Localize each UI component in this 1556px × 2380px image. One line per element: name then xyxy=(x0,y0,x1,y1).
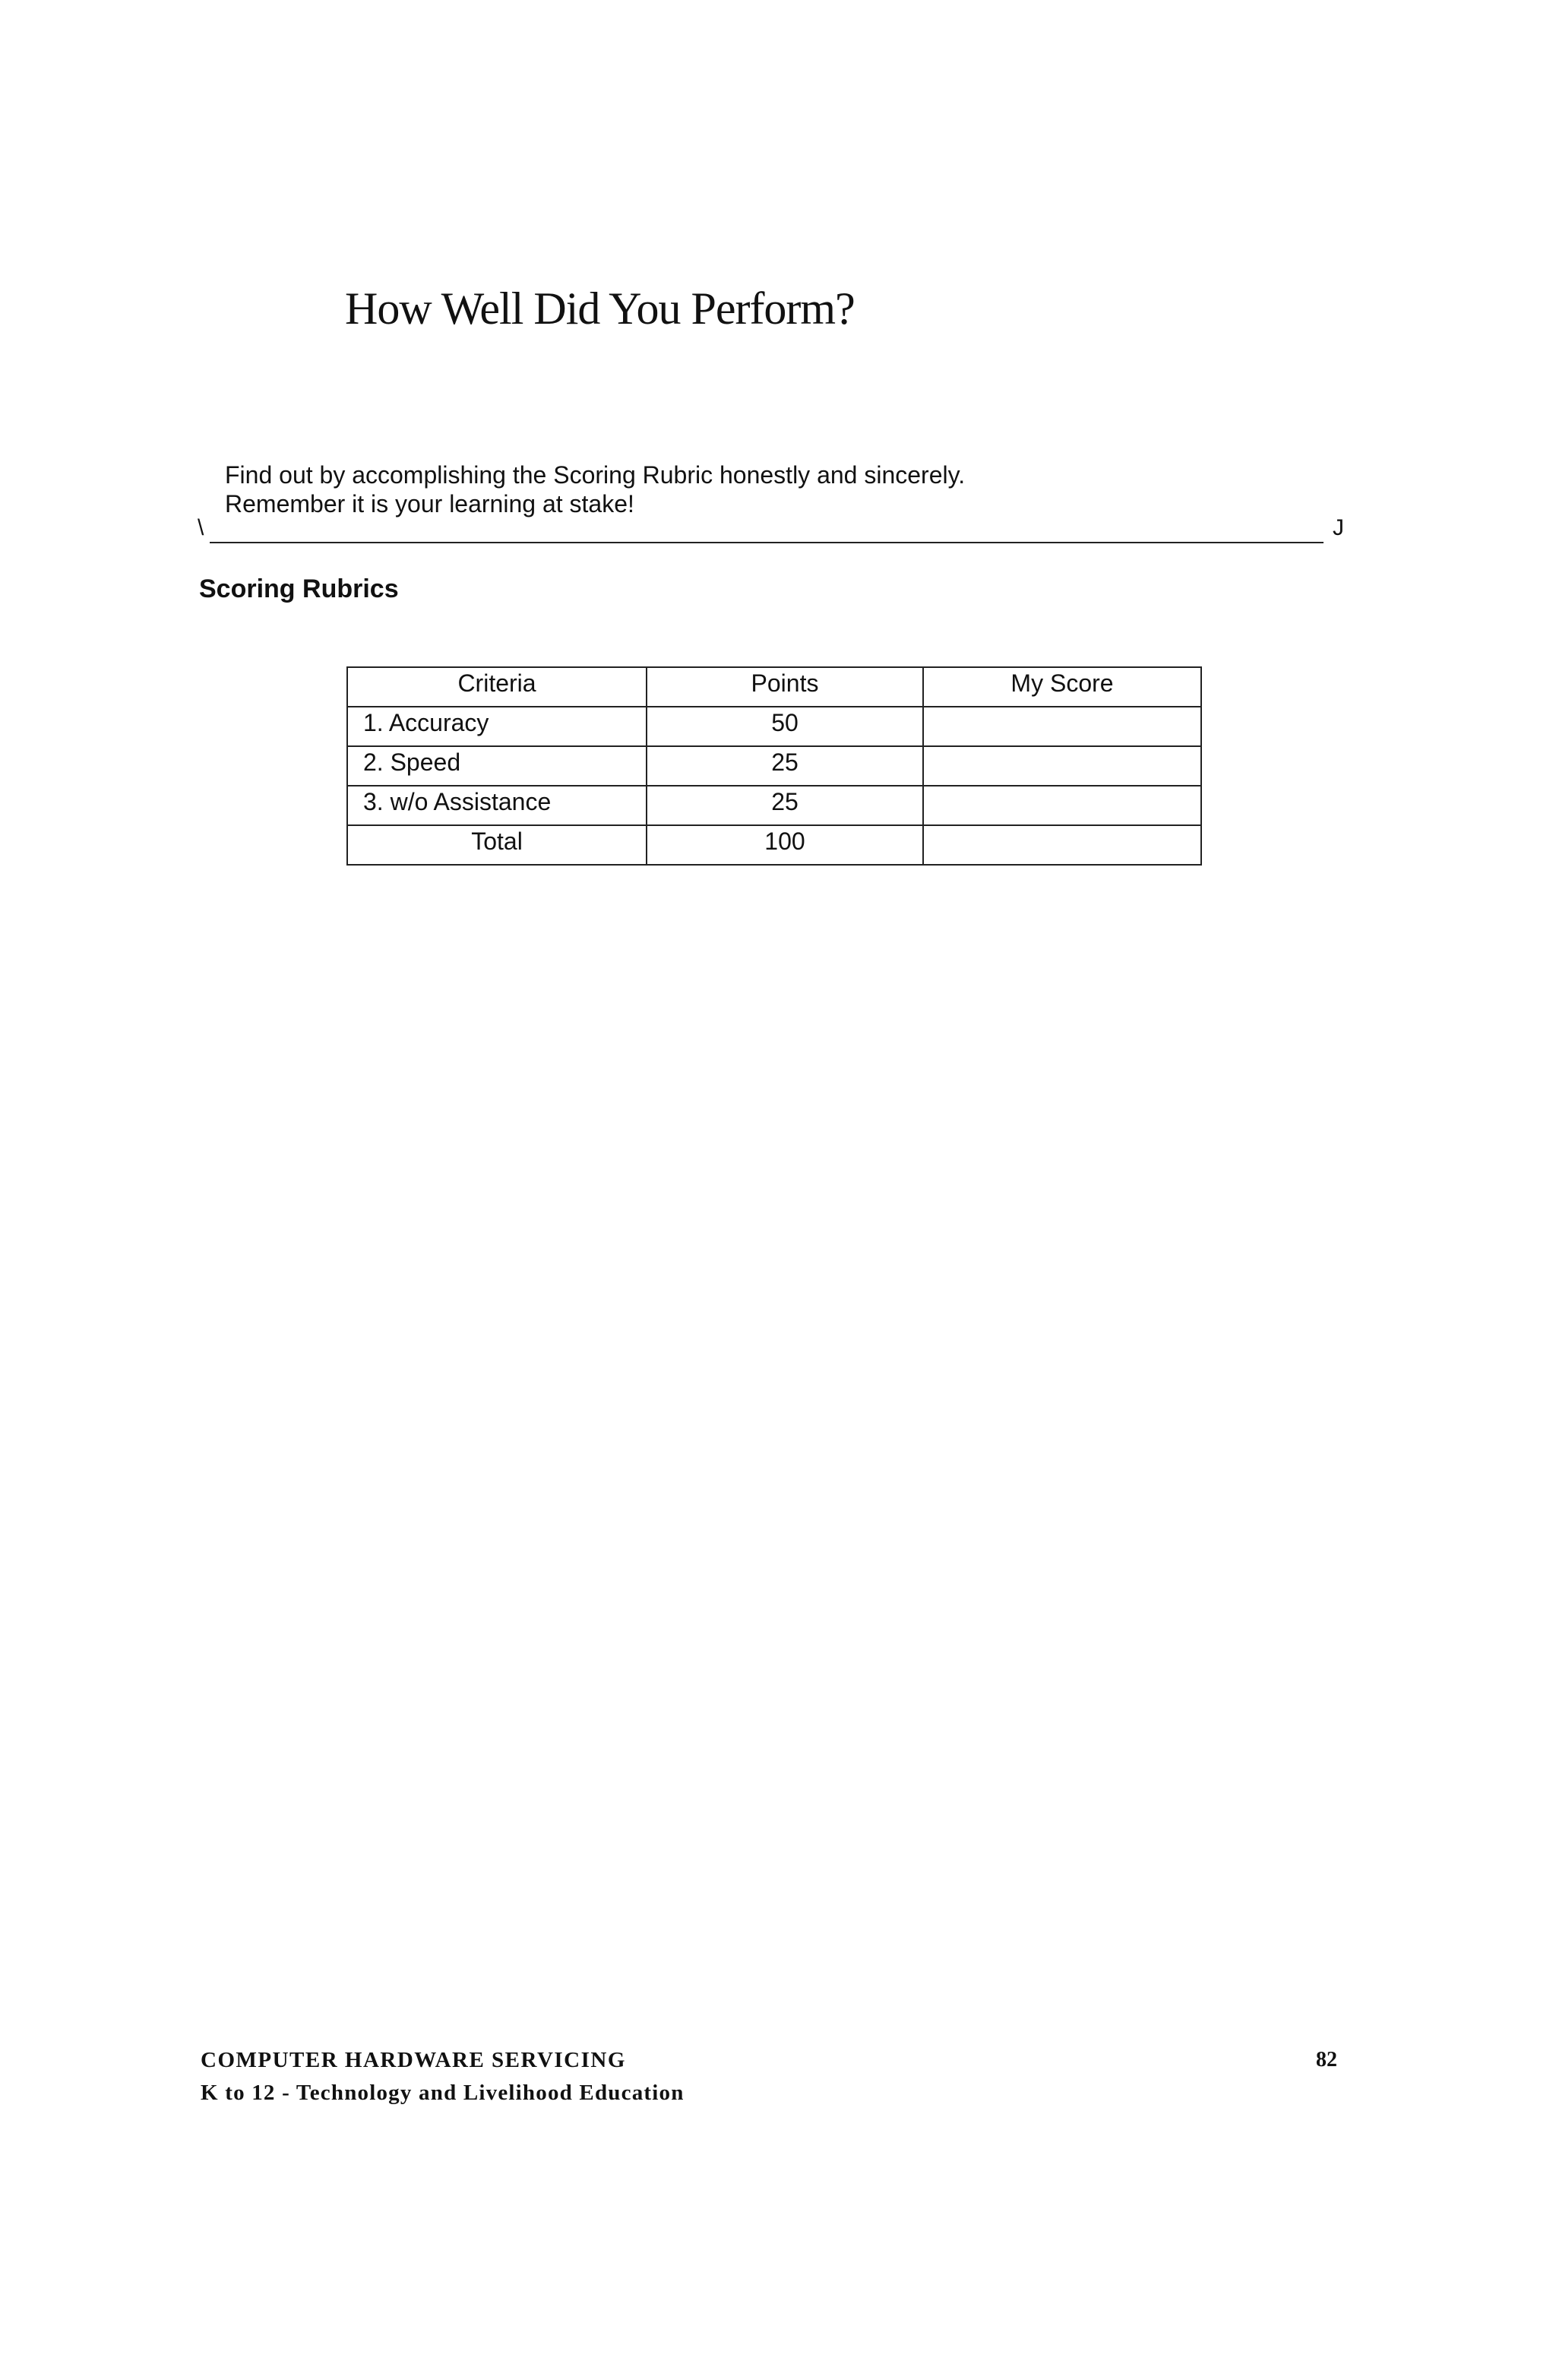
column-header-my-score: My Score xyxy=(923,667,1201,707)
points-cell: 25 xyxy=(647,786,923,825)
section-heading: Scoring Rubrics xyxy=(199,574,399,603)
points-cell: 50 xyxy=(647,707,923,746)
criteria-cell: 2. Speed xyxy=(347,746,647,786)
total-points-cell: 100 xyxy=(647,825,923,865)
page-title: How Well Did You Perform? xyxy=(345,283,855,334)
criteria-cell: 3. w/o Assistance xyxy=(347,786,647,825)
my-score-cell[interactable] xyxy=(923,746,1201,786)
page-number: 82 xyxy=(1316,2048,1337,2071)
intro-text xyxy=(225,460,965,518)
scoring-rubric-table xyxy=(346,666,1202,866)
intro-line: Remember it is your learning at stake! xyxy=(225,490,634,517)
right-bracket-mark: J xyxy=(1333,515,1344,540)
column-header-points: Points xyxy=(647,667,923,707)
my-score-cell[interactable] xyxy=(923,786,1201,825)
table-row xyxy=(347,786,1201,825)
criteria-cell: 1. Accuracy xyxy=(347,707,647,746)
total-my-score-cell[interactable] xyxy=(923,825,1201,865)
footer-course-title: COMPUTER HARDWARE SERVICING xyxy=(201,2048,626,2072)
intro-line: Find out by accomplishing the Scoring Rubric honestly and sincerely. xyxy=(225,461,966,489)
divider-line xyxy=(210,542,1324,543)
footer-subtitle: K to 12 - Technology and Livelihood Education xyxy=(201,2081,685,2105)
column-header-criteria: Criteria xyxy=(347,667,647,707)
table-row xyxy=(347,707,1201,746)
points-cell: 25 xyxy=(647,746,923,786)
left-bracket-mark: \ xyxy=(198,515,204,540)
my-score-cell[interactable] xyxy=(923,707,1201,746)
table-row xyxy=(347,746,1201,786)
total-row xyxy=(347,825,1201,865)
total-label-cell: Total xyxy=(347,825,647,865)
table-header-row xyxy=(347,667,1201,707)
